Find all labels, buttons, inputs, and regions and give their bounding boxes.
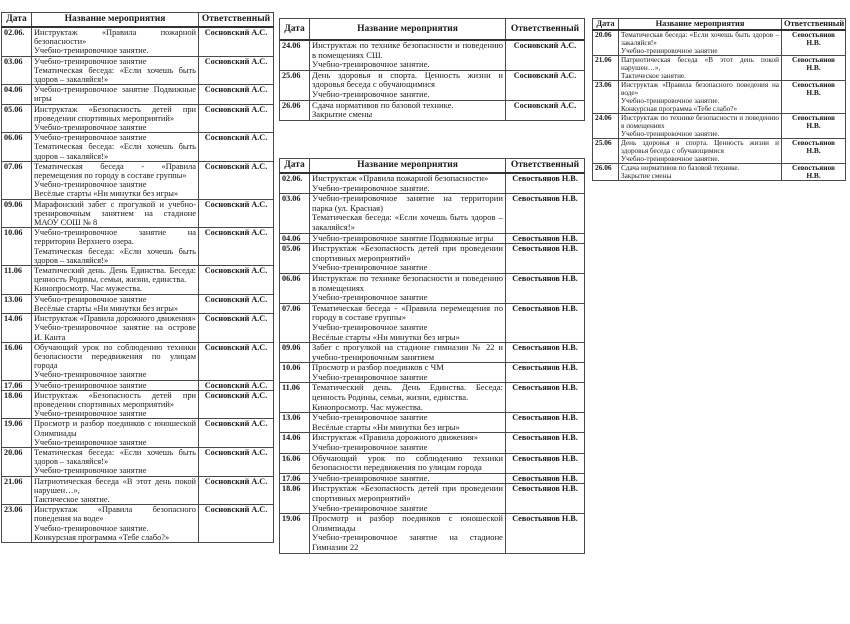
row-event: Тематический день. День Единства. Беседа: ценность Родины, семьи, жизни, единства. Кинопросмотр. Час мужества.: [32, 266, 199, 295]
row-date: 04.06: [2, 85, 32, 104]
row-event: Патриотическая беседа «В этот день покой нарушен…», Тактическое занятие.: [32, 476, 199, 505]
table-row: [2, 390, 274, 419]
row-responsible: Севостьянов Н.В.: [506, 343, 585, 363]
row-date: 18.06: [280, 484, 310, 514]
row-responsible: Севостьянов Н.В.: [506, 514, 585, 553]
row-event: Учебно-тренировочное занятие Тематическая беседа: «Если хочешь быть здоров – закаляйся!»: [32, 133, 199, 162]
row-responsible: Сосновский А.С.: [199, 27, 274, 56]
row-responsible: Севостьянов Н.В.: [506, 433, 585, 453]
table-row: [2, 27, 274, 56]
row-date: 23.06: [2, 505, 32, 543]
row-responsible: Сосновский А.С.: [199, 133, 274, 162]
table-row: [2, 228, 274, 266]
row-event: Патриотическая беседа «В этот день покой нарушен…», Тактическое занятие.: [619, 56, 782, 81]
table-row: [2, 505, 274, 543]
table-row: [280, 433, 585, 453]
row-responsible: Севостьянов Н.В.: [782, 114, 846, 139]
row-date: 25.06: [593, 139, 619, 164]
table-body: [593, 30, 846, 181]
table-row: [280, 194, 585, 233]
row-event: Инструктаж «Безопасность детей при проведении спортивных мероприятий» Учебно-тренировочное занятие: [32, 104, 199, 133]
row-date: 07.06: [280, 303, 310, 342]
row-responsible: Севостьянов Н.В.: [782, 30, 846, 56]
row-date: 20.06: [2, 447, 32, 476]
row-event: Просмотр и разбор поединков с юношеской Олимпиады Учебно-тренировочное занятие на стадионе Гимназии 22: [310, 514, 506, 553]
row-event: День здоровья и спорта. Ценность жизни и здоровья беседа с обучающимися Учебно-тренировочное занятие.: [619, 139, 782, 164]
row-date: 17.06: [280, 473, 310, 484]
header-event: Название мероприятия: [619, 19, 782, 31]
table-row: [280, 473, 585, 484]
row-responsible: Севостьянов Н.В.: [506, 363, 585, 383]
row-responsible: Сосновский А.С.: [199, 505, 274, 543]
row-date: 05.06: [2, 104, 32, 133]
row-event: Тематический день. День Единства. Беседа: ценность Родины, семьи, жизни, единства. Кинопросмотр. Час мужества.: [310, 383, 506, 413]
row-event: Учебно-тренировочное занятие: [32, 380, 199, 390]
row-event: Учебно-тренировочное занятие Подвижные игры: [32, 85, 199, 104]
row-event: Тематическая беседа - «Правила перемещения по городу в составе группы» Учебно-тренировочное занятие Весёлые старты «Ни минутки без игры»: [32, 161, 199, 199]
header-responsible: Ответственный: [782, 19, 846, 31]
table-row: [2, 56, 274, 85]
table-row: [2, 476, 274, 505]
table-row: [2, 419, 274, 448]
row-event: Обучающий урок по соблюдению техники безопасности передвижения по улицам города Учебно-тренировочное занятие: [32, 342, 199, 380]
row-date: 26.06: [280, 100, 310, 120]
row-responsible: Сосновский А.С.: [199, 314, 274, 343]
row-responsible: Сосновский А.С.: [199, 342, 274, 380]
row-responsible: Сосновский А.С.: [199, 85, 274, 104]
table-row: [2, 380, 274, 390]
row-responsible: Севостьянов Н.В.: [506, 413, 585, 433]
table-row: [280, 303, 585, 342]
row-date: 16.06: [280, 453, 310, 473]
row-responsible: Сосновский А.С.: [199, 380, 274, 390]
table-row: [280, 173, 585, 194]
row-event: Обучающий урок по соблюдению техники безопасности передвижения по улицам города: [310, 453, 506, 473]
row-date: 18.06: [2, 390, 32, 419]
table-row: [2, 314, 274, 343]
row-event: Инструктаж «Правила дорожного движения» Учебно-тренировочное занятие на острове И. Канта: [32, 314, 199, 343]
row-date: 09.06: [280, 343, 310, 363]
table-row: [280, 273, 585, 303]
table-row: [280, 383, 585, 413]
row-date: 17.06: [2, 380, 32, 390]
row-date: 03.06: [280, 194, 310, 233]
table-row: [593, 139, 846, 164]
row-date: 19.06: [280, 514, 310, 553]
row-responsible: Сосновский А.С.: [506, 70, 585, 100]
row-responsible: Сосновский А.С.: [199, 476, 274, 505]
row-event: Учебно-тренировочное занятие Весёлые старты «Ни минутки без игры»: [310, 413, 506, 433]
row-event: Инструктаж «Правила пожарной безопасности» Учебно-тренировочное занятие.: [310, 173, 506, 194]
row-event: Инструктаж «Правила безопасного поведения на воде» Учебно-тренировочное занятие. Конкурсная программа «Тебе слабо?»: [619, 81, 782, 114]
row-event: Инструктаж «Безопасность детей при проведении спортивных мероприятий» Учебно-тренировочное занятие: [310, 244, 506, 274]
row-date: 10.06: [280, 363, 310, 383]
table-row: [280, 244, 585, 274]
row-responsible: Сосновский А.С.: [199, 199, 274, 228]
row-responsible: Севостьянов Н.В.: [506, 484, 585, 514]
row-event: Марафонский забег с прогулкой и учебно-тренировочным занятием на стадионе МАОУ СОШ № 8: [32, 199, 199, 228]
row-event: Просмотр и разбор поединков с юношеской Олимпиады Учебно-тренировочное занятие: [32, 419, 199, 448]
row-event: Инструктаж «Безопасность детей при проведении спортивных мероприятий» Учебно-тренировочное занятие: [310, 484, 506, 514]
table-row: [593, 30, 846, 56]
row-responsible: Севостьянов Н.В.: [506, 194, 585, 233]
row-date: 20.06: [593, 30, 619, 56]
row-event: Учебно-тренировочное занятие Подвижные игры: [310, 233, 506, 244]
table-row: [593, 114, 846, 139]
row-event: Инструктаж «Правила дорожного движения» Учебно-тренировочное занятие: [310, 433, 506, 453]
row-event: Тематическая беседа - «Правила перемещения по городу в составе группы» Учебно-тренировочное занятие Весёлые старты «Ни минутки без игры»: [310, 303, 506, 342]
row-responsible: Сосновский А.С.: [199, 161, 274, 199]
table-row: [280, 453, 585, 473]
row-date: 02.06.: [280, 173, 310, 194]
row-date: 19.06: [2, 419, 32, 448]
row-date: 14.06: [2, 314, 32, 343]
schedule-table-sevostyanov-part2: [592, 18, 846, 181]
header-responsible: Ответственный: [506, 159, 585, 174]
row-event: Инструктаж «Правила безопасного поведения на воде» Учебно-тренировочное занятие. Конкурсная программа «Тебе слабо?»: [32, 505, 199, 543]
row-date: 04.06: [280, 233, 310, 244]
row-responsible: Севостьянов Н.В.: [506, 383, 585, 413]
table-row: [2, 85, 274, 104]
header-responsible: Ответственный: [506, 19, 585, 41]
table-row: [280, 343, 585, 363]
row-responsible: Сосновский А.С.: [199, 390, 274, 419]
row-date: 09.06: [2, 199, 32, 228]
table-row: [280, 233, 585, 244]
header-event: Название мероприятия: [310, 19, 506, 41]
row-date: 11.06: [2, 266, 32, 295]
row-date: 21.06: [2, 476, 32, 505]
row-date: 24.06: [280, 40, 310, 70]
row-responsible: Сосновский А.С.: [199, 266, 274, 295]
table-row: [280, 100, 585, 120]
header-responsible: Ответственный: [199, 13, 274, 28]
header-date: Дата: [2, 13, 32, 28]
row-date: 13.06: [2, 294, 32, 313]
row-event: Тематическая беседа: «Если хочешь быть здоров – закаляйся!» Учебно-тренировочное занятие: [619, 30, 782, 56]
table-body: [280, 173, 585, 553]
table-row: [593, 164, 846, 181]
table-row: [593, 56, 846, 81]
header-date: Дата: [280, 159, 310, 174]
row-responsible: Сосновский А.С.: [506, 40, 585, 70]
row-date: 26.06: [593, 164, 619, 181]
row-responsible: Севостьянов Н.В.: [506, 453, 585, 473]
row-responsible: Сосновский А.С.: [199, 56, 274, 85]
header-event: Название мероприятия: [310, 159, 506, 174]
table-row: [280, 70, 585, 100]
table-body: [2, 27, 274, 542]
table-row: [280, 484, 585, 514]
table-body: [280, 40, 585, 120]
row-date: 06.06: [280, 273, 310, 303]
header-event: Название мероприятия: [32, 13, 199, 28]
row-responsible: Севостьянов Н.В.: [782, 81, 846, 114]
row-date: 13.06: [280, 413, 310, 433]
row-event: Инструктаж по технике безопасности и поведению в помещениях Учебно-тренировочное занятие.: [619, 114, 782, 139]
table-row: [2, 133, 274, 162]
schedule-table-sevostyanov-part1: [279, 158, 585, 554]
row-event: Учебно-тренировочное занятие.: [310, 473, 506, 484]
row-responsible: Севостьянов Н.В.: [782, 139, 846, 164]
table-row: [2, 294, 274, 313]
header-date: Дата: [280, 19, 310, 41]
row-event: Учебно-тренировочное занятие на территории парка (ул. Красная) Тематическая беседа: «Если хочешь быть здоров – закаляйся!»: [310, 194, 506, 233]
row-event: Учебно-тренировочное занятие на территории Верхнего озера. Тематическая беседа: «Если хочешь быть здоров – закаляйся!»: [32, 228, 199, 266]
table-row: [2, 199, 274, 228]
table-row: [280, 514, 585, 553]
table-row: [2, 104, 274, 133]
row-event: Инструктаж «Безопасность детей при проведении спортивных мероприятий» Учебно-тренировочное занятие: [32, 390, 199, 419]
row-date: 16.06: [2, 342, 32, 380]
table-row: [280, 40, 585, 70]
row-responsible: Севостьянов Н.В.: [506, 173, 585, 194]
row-responsible: Сосновский А.С.: [199, 294, 274, 313]
row-date: 23.06: [593, 81, 619, 114]
row-date: 06.06: [2, 133, 32, 162]
header-date: Дата: [593, 19, 619, 31]
row-responsible: Севостьянов Н.В.: [782, 56, 846, 81]
row-responsible: Сосновский А.С.: [199, 228, 274, 266]
row-event: Сдача нормативов по базовой технике. Закрытие смены: [310, 100, 506, 120]
table-row: [2, 266, 274, 295]
schedule-table-sosnovsky-part2: [279, 18, 585, 121]
row-date: 07.06: [2, 161, 32, 199]
row-responsible: Севостьянов Н.В.: [506, 244, 585, 274]
row-date: 02.06.: [2, 27, 32, 56]
table-row: [280, 413, 585, 433]
row-event: Инструктаж «Правила пожарной безопасности» Учебно-тренировочное занятие.: [32, 27, 199, 56]
row-responsible: Севостьянов Н.В.: [506, 233, 585, 244]
row-responsible: Севостьянов Н.В.: [506, 273, 585, 303]
row-responsible: Сосновский А.С.: [506, 100, 585, 120]
row-date: 14.06: [280, 433, 310, 453]
row-responsible: Севостьянов Н.В.: [782, 164, 846, 181]
schedule-table-sosnovsky-part1: [1, 12, 274, 543]
row-date: 05.06: [280, 244, 310, 274]
row-responsible: Севостьянов Н.В.: [506, 303, 585, 342]
row-event: Учебно-тренировочное занятие Весёлые старты «Ни минутки без игры»: [32, 294, 199, 313]
row-event: Просмотр и разбор поединков с ЧМ Учебно-тренировочное занятие: [310, 363, 506, 383]
row-event: День здоровья и спорта. Ценность жизни и здоровья беседа с обучающимися Учебно-тренировочное занятие.: [310, 70, 506, 100]
table-row: [2, 342, 274, 380]
row-responsible: Сосновский А.С.: [199, 104, 274, 133]
table-row: [593, 81, 846, 114]
row-date: 11.06: [280, 383, 310, 413]
row-responsible: Севостьянов Н.В.: [506, 473, 585, 484]
row-responsible: Сосновский А.С.: [199, 419, 274, 448]
row-event: Инструктаж по технике безопасности и поведению в помещениях Учебно-тренировочное занятие: [310, 273, 506, 303]
row-responsible: Сосновский А.С.: [199, 447, 274, 476]
row-date: 24.06: [593, 114, 619, 139]
row-event: Сдача нормативов по базовой технике. Закрытие смены: [619, 164, 782, 181]
table-row: [280, 363, 585, 383]
row-date: 25.06: [280, 70, 310, 100]
row-date: 21.06: [593, 56, 619, 81]
row-event: Тематическая беседа: «Если хочешь быть здоров – закаляйся!» Учебно-тренировочное занятие: [32, 447, 199, 476]
row-event: Учебно-тренировочное занятие Тематическая беседа: «Если хочешь быть здоров – закаляйся!»: [32, 56, 199, 85]
table-row: [2, 447, 274, 476]
row-event: Инструктаж по технике безопасности и поведению в помещениях СШ. Учебно-тренировочное занятие.: [310, 40, 506, 70]
row-date: 03.06: [2, 56, 32, 85]
table-row: [2, 161, 274, 199]
row-event: Забег с прогулкой на стадионе гимназии № 22 и учебно-тренировочным занятием: [310, 343, 506, 363]
row-date: 10.06: [2, 228, 32, 266]
